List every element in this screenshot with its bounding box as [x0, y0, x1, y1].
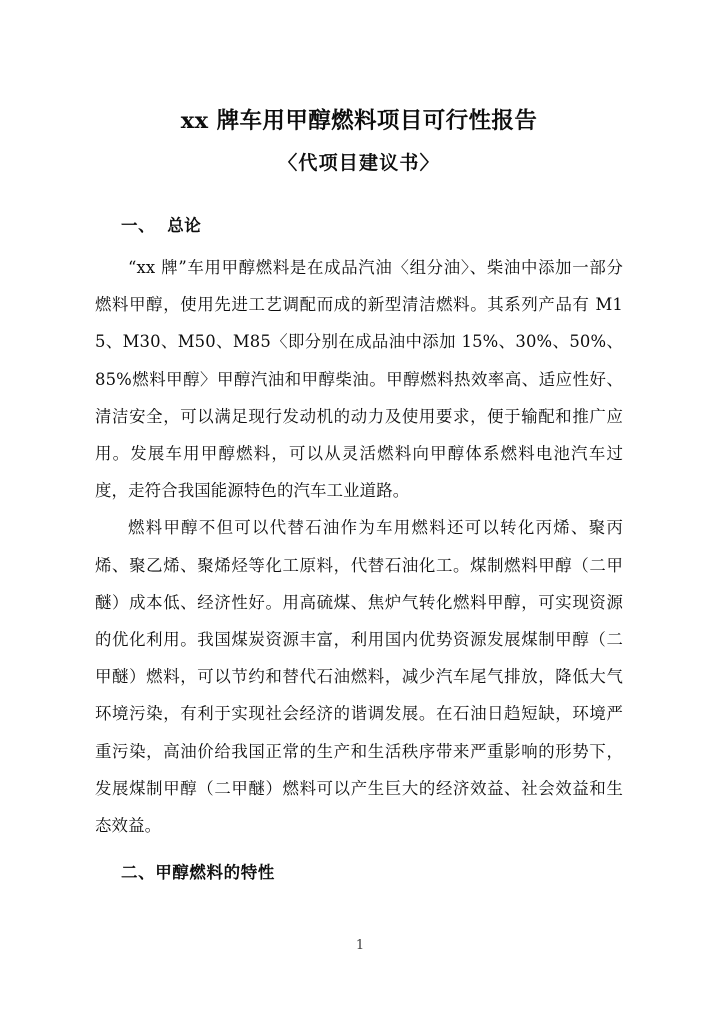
section-two-title: 甲醇燃料的特性 — [155, 863, 275, 883]
page-subtitle: 〈代项目建议书〉 — [278, 152, 440, 174]
section-one-number: 一、 — [121, 216, 156, 235]
section-heading-one — [95, 177, 623, 243]
page-title: xx 牌车用甲醇燃料项目可行性报告 — [180, 108, 538, 134]
section-two-number: 二、 — [121, 863, 156, 883]
section-heading-two — [95, 844, 623, 890]
paragraph-two: 燃料甲醇不但可以代替石油作为车用燃料还可以转化丙烯、聚丙烯、聚乙烯、聚烯烃等化工原料，代替石油化工。煤制燃料甲醇（二甲醚）成本低、经济性好。用高硫煤、焦炉气转化燃料甲醇，可实现资源的优化利用。我国煤炭资源丰富，利用国内优势资源发展煤制甲醇（二甲醚）燃料，可以节约和替代石油燃料，减少汽车尾气排放，降低大气环境污染，有利于实现社会经济的谐调发展。在石油日趋短缺，环境严重污染，高油价给我国正常的生产和生活秩序带来严重影响的形势下，发展煤制甲醇（二甲醚）燃料可以产生巨大的经济效益、社会效益和生态效益。 — [95, 518, 623, 836]
section-one-title: 总论 — [167, 216, 202, 235]
page-number: 1 — [355, 938, 365, 953]
page-content — [95, 0, 623, 890]
paragraph-one: “xx 牌”车用甲醇燃料是在成品汽油〈组分油〉、柴油中添加一部分燃料甲醇，使用先进工艺调配而成的新型清洁燃料。其系列产品有 M15、M30、M50、M85〈即分别在成品油中添加 15%、30%、50%、85%燃料甲醇〉甲醇汽油和甲醇柴油。甲醇燃料热效率高、适应性好、清洁安全，可以满足现行发动机的动力及使用要求，便于输配和推广应用。发展车用甲醇燃料，可以从灵活燃料向甲醇体系燃料电池汽车过度，走符合我国能源特色的汽车工业道路。 — [95, 258, 623, 501]
